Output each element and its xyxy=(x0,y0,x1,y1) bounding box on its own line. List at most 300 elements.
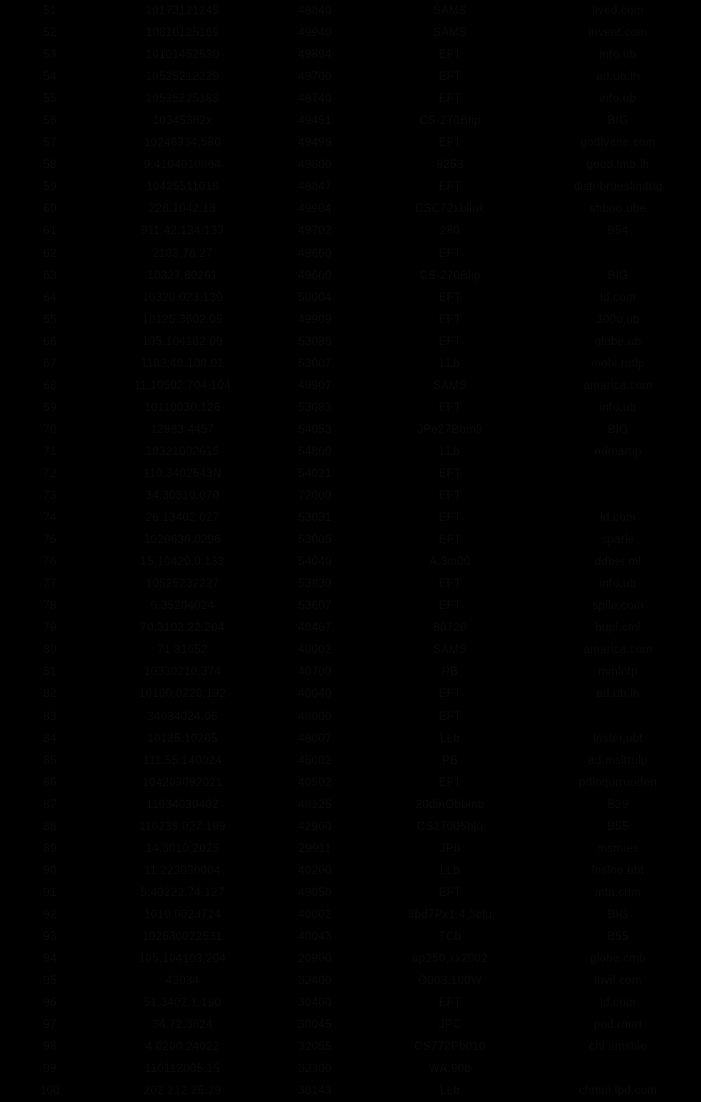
table-cell-middle: 80720 xyxy=(433,622,467,635)
table-cell-middle: 20dinObbmb xyxy=(415,798,485,811)
table-row xyxy=(0,22,701,44)
table-cell-index: 76 xyxy=(43,556,57,569)
table-cell-code: 49740 xyxy=(298,93,332,106)
table-cell-code: 53607 xyxy=(298,600,332,613)
table-cell-middle: EFT xyxy=(438,512,462,525)
table-cell-index: 99 xyxy=(43,1063,57,1076)
table-cell-number: 10810125169 xyxy=(145,27,220,40)
table-cell-index: 52 xyxy=(43,27,57,40)
table-cell-index: 53 xyxy=(43,49,57,62)
table-cell-number: 105,104103,204 xyxy=(138,953,227,966)
table-cell-middle: EFT xyxy=(438,578,462,591)
table-cell-index: 93 xyxy=(43,930,57,943)
table-cell-code: 54021 xyxy=(298,467,332,480)
table-row xyxy=(0,220,701,242)
table-cell-number: 911.42.134.133 xyxy=(140,225,225,238)
table-cell-domain xyxy=(535,485,701,507)
table-cell-number: 14.3010,2025 xyxy=(145,842,220,855)
table-cell-code: 40000 xyxy=(298,710,332,723)
table-cell-number: 10320,023,139 xyxy=(142,291,223,304)
table-cell-index: 75 xyxy=(43,534,57,547)
table-cell-domain: pdloqurruoden xyxy=(578,776,658,789)
table-cell-code: 54040 xyxy=(298,556,332,569)
table-cell-domain: globe.ub xyxy=(594,335,642,348)
table-cell-code: 53005 xyxy=(298,534,332,547)
table-row xyxy=(0,353,701,375)
table-cell-domain: spile.com xyxy=(592,600,644,613)
table-cell-middle: EFT xyxy=(438,71,462,84)
table-cell-index: 60 xyxy=(43,203,57,216)
table-row xyxy=(0,639,701,661)
table-cell-middle: EFT xyxy=(438,93,462,106)
table-cell-domain: lnsloo.ubt xyxy=(591,864,645,877)
table-cell-domain: BIG xyxy=(607,115,629,128)
table-cell-number: 10525212229 xyxy=(145,71,220,84)
table-cell-code: 42900 xyxy=(298,820,332,833)
table-cell-number: 6.35204024 xyxy=(150,600,215,613)
table-cell-middle: LLb xyxy=(439,864,461,877)
table-cell-code: 49800 xyxy=(298,159,332,172)
table-cell-number: 110112005.15 xyxy=(144,1063,221,1076)
table-cell-number: 34034024,06 xyxy=(147,710,218,723)
table-row xyxy=(0,1058,701,1080)
table-cell-middle: LLb xyxy=(439,445,461,458)
table-cell-code: 30400 xyxy=(298,997,332,1010)
table-cell-middle: EFT xyxy=(438,688,462,701)
table-cell-middle: EFT xyxy=(438,600,462,613)
table-row xyxy=(0,132,701,154)
table-row xyxy=(0,375,701,397)
table-cell-domain: BIG xyxy=(607,908,629,921)
table-cell-number: 11.10502,704.104 xyxy=(134,379,231,392)
table-cell-domain: sparle xyxy=(601,534,635,547)
table-cell-domain: amarica.com xyxy=(583,379,653,392)
table-cell-index: 59 xyxy=(43,181,57,194)
table-cell-code: 54800 xyxy=(298,445,332,458)
table-cell-code: 20900 xyxy=(298,953,332,966)
table-row xyxy=(0,331,701,353)
table-cell-index: 70 xyxy=(43,423,57,436)
table-row xyxy=(0,529,701,551)
table-cell-code: 40125 xyxy=(298,798,332,811)
table-cell-middle: EFT xyxy=(438,710,462,723)
table-row xyxy=(0,0,701,22)
table-cell-number: 4.0200.24022 xyxy=(145,1041,220,1054)
table-row xyxy=(0,661,701,683)
table-row xyxy=(0,198,701,220)
table-cell-domain: msmies xyxy=(597,842,639,855)
table-cell-middle: EFT xyxy=(438,313,462,326)
table-cell-index: 86 xyxy=(43,776,57,789)
table-cell-domain: ad.msltrulp xyxy=(588,754,648,767)
table-row xyxy=(0,794,701,816)
table-cell-domain: lnvil.com xyxy=(594,975,642,988)
table-row xyxy=(0,816,701,838)
table-cell-domain: chmm.lpd.com xyxy=(578,1085,658,1098)
table-cell-middle: LLb xyxy=(439,732,461,745)
table-cell-middle: EFT xyxy=(438,467,462,480)
table-cell-code: 49700 xyxy=(298,71,332,84)
table-row xyxy=(0,463,701,485)
table-cell-domain xyxy=(535,706,701,728)
table-cell-domain: distribrueslimtng xyxy=(573,181,663,194)
table-row xyxy=(0,176,701,198)
table-row xyxy=(0,904,701,926)
table-cell-middle: WA.90b xyxy=(428,1063,472,1076)
table-cell-index: 63 xyxy=(43,269,57,282)
table-cell-code: 40700 xyxy=(298,666,332,679)
table-cell-index: 96 xyxy=(43,997,57,1010)
table-cell-code: 49904 xyxy=(298,203,332,216)
table-cell-index: 71 xyxy=(43,445,57,458)
table-cell-code: 30045 xyxy=(298,1019,332,1032)
table-cell-number: 10173121245 xyxy=(145,5,220,17)
table-cell-code: 49007 xyxy=(298,732,332,745)
table-cell-number: 102630022531 xyxy=(142,930,223,943)
table-cell-index: 69 xyxy=(43,401,57,414)
table-cell-number: 51.3402,1.190 xyxy=(143,997,222,1010)
table-cell-code: 29911 xyxy=(298,842,332,855)
table-cell-index: 64 xyxy=(43,291,57,304)
table-cell-number: 10110030,126 xyxy=(144,401,221,414)
table-cell-index: 91 xyxy=(43,886,57,899)
table-cell-code: 49909 xyxy=(298,313,332,326)
table-cell-number: 10525225185 xyxy=(145,93,220,106)
table-cell-middle: EFT xyxy=(438,181,462,194)
table-cell-middle: EFT xyxy=(438,247,462,260)
table-cell-middle: CS772Pb010 xyxy=(414,1041,486,1054)
table-cell-number: 104203092021 xyxy=(142,776,223,789)
table-row xyxy=(0,44,701,66)
table-cell-index: 94 xyxy=(43,953,57,966)
table-cell-index: 62 xyxy=(43,247,57,260)
table-cell-domain: amarica.com xyxy=(583,644,653,657)
table-cell-index: 98 xyxy=(43,1041,57,1054)
table-row xyxy=(0,882,701,904)
table-cell-index: 92 xyxy=(43,908,57,921)
table-row xyxy=(0,772,701,794)
table-cell-number: 228.1042.18 xyxy=(148,203,217,216)
table-cell-number: 10125,10205 xyxy=(147,732,218,745)
table-cell-domain: globe.cmb xyxy=(590,953,646,966)
table-cell-middle: EFT xyxy=(438,335,462,348)
table-cell-code: 49894 xyxy=(298,49,332,62)
table-cell-middle: CS-270Blip xyxy=(419,269,481,282)
table-cell-number: 10425511018 xyxy=(146,181,219,194)
table-row xyxy=(0,287,701,309)
table-cell-domain: ddber.ml xyxy=(594,556,642,569)
table-cell-number: 1103.40.100.01 xyxy=(140,357,225,370)
table-cell-number: 12983.4457 xyxy=(150,423,215,436)
table-cell-code: 54053 xyxy=(298,423,332,436)
table-cell-middle: EFT xyxy=(438,490,462,503)
table-cell-code: 49702 xyxy=(298,225,332,238)
table-cell-index: 95 xyxy=(43,975,57,988)
table-cell-code: 53830 xyxy=(298,578,332,591)
table-cell-number: 26.13402.027 xyxy=(145,512,220,525)
table-cell-code: 50004 xyxy=(298,291,332,304)
table-cell-number: 10330210,374 xyxy=(143,666,222,679)
table-row xyxy=(0,441,701,463)
table-row xyxy=(0,970,701,992)
table-cell-middle: EFT xyxy=(438,997,462,1010)
table-cell-domain xyxy=(535,243,701,265)
table-row xyxy=(0,154,701,176)
table-cell-index: 81 xyxy=(43,666,57,679)
table-row xyxy=(0,397,701,419)
table-cell-domain: ad.ub.lh xyxy=(596,688,640,701)
table-cell-number: 10101452530 xyxy=(145,49,220,62)
table-row xyxy=(0,66,701,88)
table-cell-index: 68 xyxy=(43,379,57,392)
table-cell-index: 72 xyxy=(43,467,57,480)
table-cell-number: 70.3102,22.204 xyxy=(140,622,225,635)
table-cell-code: 32300 xyxy=(298,1063,332,1076)
table-cell-code: 53031 xyxy=(298,512,332,525)
table-cell-middle: ap250,xx2002 xyxy=(412,953,488,966)
table-cell-domain: good.lmb.lh xyxy=(586,159,650,172)
table-cell-index: 65 xyxy=(43,313,57,326)
table-cell-middle: EFT xyxy=(438,534,462,547)
table-cell-domain: info.ub xyxy=(599,93,637,106)
table-row xyxy=(0,617,701,639)
table-row xyxy=(0,88,701,110)
table-cell-domain xyxy=(535,463,701,485)
table-cell-number: 2103.78.27 xyxy=(152,247,213,260)
table-cell-domain: ld.com xyxy=(600,997,636,1010)
table-cell-number: 1020630.0296 xyxy=(143,534,222,547)
table-cell-code: 40502 xyxy=(298,776,332,789)
table-cell-number: 10125.3602.05 xyxy=(142,313,223,326)
table-cell-code: 49600 xyxy=(298,269,332,282)
table-row xyxy=(0,838,701,860)
table-cell-index: 79 xyxy=(43,622,57,635)
table-row xyxy=(0,507,701,529)
table-cell-index: 89 xyxy=(43,842,57,855)
table-cell-number: 111.55.140024 xyxy=(143,754,222,767)
table-cell-middle: PB xyxy=(442,666,458,679)
table-cell-code: 49496 xyxy=(298,137,332,150)
table-cell-code: 72000 xyxy=(298,490,332,503)
table-cell-code: 53086 xyxy=(298,335,332,348)
table-cell-domain: 300o.ub xyxy=(596,313,640,326)
table-cell-domain: B54 xyxy=(607,225,629,238)
table-row xyxy=(0,1080,701,1102)
table-cell-middle: EFT xyxy=(438,886,462,899)
table-cell-middle: LLb xyxy=(439,357,461,370)
table-cell-domain: ndmartip xyxy=(594,445,642,458)
table-cell-domain: pod.rnurt xyxy=(593,1019,643,1032)
table-row xyxy=(0,683,701,705)
table-cell-domain: BIG xyxy=(607,423,629,436)
table-cell-domain: mmlntp xyxy=(598,666,638,679)
table-cell-number: 15.10420,0,133 xyxy=(140,556,225,569)
table-cell-number: 5.40222,74.127 xyxy=(140,886,225,899)
table-cell-middle: EFT xyxy=(438,137,462,150)
table-row xyxy=(0,265,701,287)
table-cell-code: 40040 xyxy=(298,688,332,701)
table-row xyxy=(0,595,701,617)
table-cell-middle: 8253 xyxy=(436,159,464,172)
table-cell-code: 32400 xyxy=(298,975,332,988)
table-cell-code: 40002 xyxy=(298,908,332,921)
table-row xyxy=(0,243,701,265)
table-cell-index: 58 xyxy=(43,159,57,172)
table-row xyxy=(0,992,701,1014)
table-row xyxy=(0,551,701,573)
table-row xyxy=(0,1036,701,1058)
table-cell-code: 53083 xyxy=(298,401,332,414)
table-cell-middle: SAMS xyxy=(433,644,467,657)
table-cell-code: 49050 xyxy=(298,886,332,899)
table-cell-index: 61 xyxy=(43,225,57,238)
table-cell-code: 49940 xyxy=(298,27,332,40)
table-cell-domain: ld.com xyxy=(600,512,636,525)
table-row xyxy=(0,948,701,970)
table-cell-middle: PB xyxy=(442,754,458,767)
table-cell-number: 11.223030004 xyxy=(144,864,221,877)
table-cell-code: 40043 xyxy=(298,930,332,943)
table-cell-middle: JPC xyxy=(438,1019,462,1032)
table-cell-middle: JPb xyxy=(439,842,461,855)
table-cell-number: 110.3402543N xyxy=(143,467,222,480)
table-cell-middle: 3bd7Px1.4,3blu xyxy=(407,908,493,921)
table-cell-middle: JPe27Bbm9 xyxy=(417,423,483,436)
table-cell-code: 45002 xyxy=(298,754,332,767)
table-cell-index: 83 xyxy=(43,710,57,723)
table-cell-number: 105.104102.09 xyxy=(142,335,223,348)
table-cell-domain: mtn.cdm xyxy=(594,886,642,899)
table-cell-middle: EFT xyxy=(438,49,462,62)
table-cell-domain: B55 xyxy=(607,930,629,943)
table-cell-domain: info.ub xyxy=(599,401,637,414)
table-cell-index: 73 xyxy=(43,490,57,503)
table-cell-index: 82 xyxy=(43,688,57,701)
table-cell-domain: B55 xyxy=(607,820,629,833)
table-cell-middle: EFT xyxy=(438,401,462,414)
table-cell-number: 10100,0220,192 xyxy=(138,688,227,701)
table-cell-middle: SAMS xyxy=(433,27,467,40)
table-cell-index: 84 xyxy=(43,732,57,745)
table-cell-domain: ad.ub.lh xyxy=(596,71,640,84)
table-cell-domain: shboo.ube xyxy=(589,203,647,216)
table-cell-code: 49840 xyxy=(298,5,332,17)
table-cell-index: 51 xyxy=(43,5,57,17)
table-cell-domain: ld.com xyxy=(600,291,636,304)
table-cell-index: 90 xyxy=(43,864,57,877)
table-cell-middle: A.3m00 xyxy=(429,556,471,569)
table-cell-middle: CS-270Blip xyxy=(419,115,481,128)
table-cell-domain: lnster.ubt xyxy=(593,732,643,745)
table-cell-domain: BIG xyxy=(607,269,629,282)
table-cell-index: 78 xyxy=(43,600,57,613)
table-cell-code: 49660 xyxy=(298,247,332,260)
table-cell-number: 10321002615 xyxy=(145,445,220,458)
table-cell-domain: godlvane.com xyxy=(580,137,656,150)
table-cell-middle: SAMS xyxy=(433,379,467,392)
table-cell-number: 71.31652 xyxy=(157,644,208,657)
table-cell-index: 85 xyxy=(43,754,57,767)
table-cell-index: 67 xyxy=(43,357,57,370)
table-cell-domain: lived.com xyxy=(592,5,644,17)
table-cell-number: 10525232227 xyxy=(145,578,220,591)
table-row xyxy=(0,1014,701,1036)
table-row xyxy=(0,926,701,948)
table-cell-index: 74 xyxy=(43,512,57,525)
table-cell-index: 66 xyxy=(43,335,57,348)
table-cell-code: 40002 xyxy=(298,644,332,657)
table-cell-number: 43034 xyxy=(165,975,200,988)
table-row xyxy=(0,860,701,882)
table-cell-number: 34.72.3624 xyxy=(152,1019,213,1032)
table-cell-code: 49907 xyxy=(298,379,332,392)
table-cell-domain: info.ub xyxy=(599,578,637,591)
table-cell-middle: SAMS xyxy=(433,5,467,17)
table-cell-index: 56 xyxy=(43,115,57,128)
table-cell-number: 10246334,580 xyxy=(143,137,222,150)
table-cell-index: 80 xyxy=(43,644,57,657)
table-cell-number: 10345382x xyxy=(152,115,213,128)
table-cell-code: 49847 xyxy=(298,181,332,194)
table-cell-middle: O003.100W xyxy=(417,975,483,988)
table-cell-index: 57 xyxy=(43,137,57,150)
table-cell-middle: LLb xyxy=(439,1085,461,1098)
table-row xyxy=(0,750,701,772)
table-cell-number: 202.212.25.29 xyxy=(143,1085,222,1098)
table-cell-code: 53007 xyxy=(298,357,332,370)
table-cell-domain: chl.amsble xyxy=(589,1041,647,1054)
table-row xyxy=(0,706,701,728)
table-cell-code: 38143 xyxy=(298,1085,332,1098)
table-cell-middle: CS27005blu xyxy=(416,820,484,833)
table-cell-domain xyxy=(535,1058,701,1080)
table-cell-number: 10327,80261 xyxy=(147,269,218,282)
table-row xyxy=(0,485,701,507)
table-cell-code: 40467 xyxy=(298,622,332,635)
table-cell-number: 34.30310.070 xyxy=(145,490,220,503)
table-row xyxy=(0,419,701,441)
table-cell-domain: bupl.cml xyxy=(595,622,641,635)
table-row xyxy=(0,110,701,132)
table-cell-middle: EFT xyxy=(438,291,462,304)
table-cell-index: 54 xyxy=(43,71,57,84)
table-cell-index: 87 xyxy=(43,798,57,811)
table-cell-middle: 280 xyxy=(439,225,461,238)
table-row xyxy=(0,573,701,595)
table-cell-number: 110239,027,199 xyxy=(139,820,226,833)
table-cell-domain: info.ub xyxy=(599,49,637,62)
table-cell-middle: EFT xyxy=(438,776,462,789)
table-cell-index: 55 xyxy=(43,93,57,106)
table-cell-index: 100 xyxy=(39,1085,61,1098)
table-cell-domain: invent.com xyxy=(588,27,648,40)
table-cell-number: 9.4104010064 xyxy=(143,159,222,172)
table-row xyxy=(0,728,701,750)
table-cell-middle: TCb xyxy=(438,930,462,943)
table-cell-number: 1010.0023724 xyxy=(143,908,222,921)
table-row xyxy=(0,309,701,331)
table-cell-code: 49451 xyxy=(298,115,332,128)
table-cell-number: 11034030402 xyxy=(146,798,219,811)
table-cell-middle: CSC72xblink xyxy=(415,203,485,216)
table-cell-code: 40200 xyxy=(298,864,332,877)
table-cell-index: 88 xyxy=(43,820,57,833)
table-cell-index: 97 xyxy=(43,1019,57,1032)
table-cell-index: 77 xyxy=(43,578,57,591)
table-cell-domain: mobi.rutlp xyxy=(591,357,645,370)
table-cell-code: 32055 xyxy=(298,1041,332,1054)
table-cell-domain: B29 xyxy=(607,798,629,811)
